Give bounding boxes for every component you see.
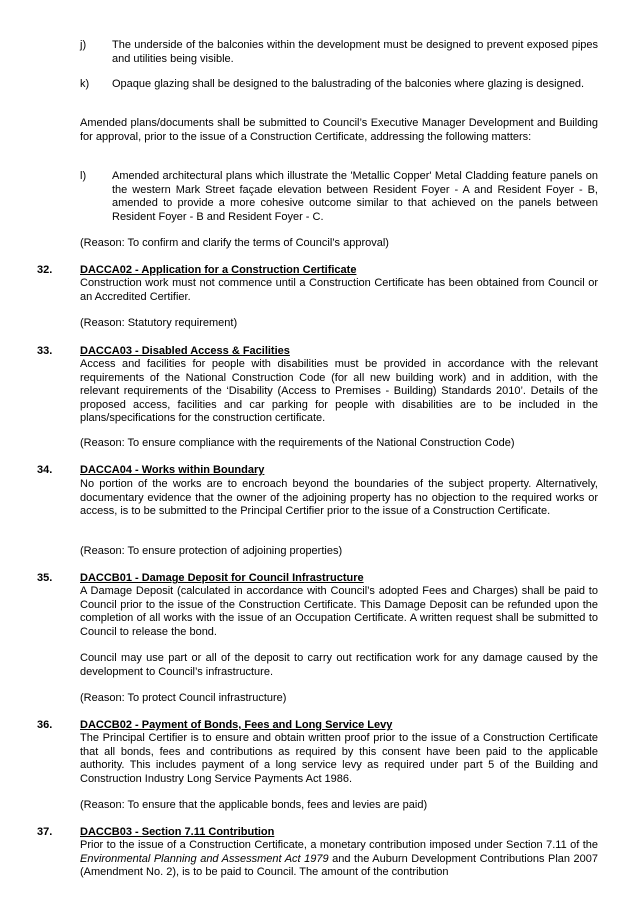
condition-body: No portion of the works are to encroach beyond the boundaries of the subject property. Alternatively, documentary evidence that the owner of the adjoining property has no objection to the required works or access, is to be submitted to the Principal Certifier prior to the issue of a Construction Certificate. xyxy=(80,478,598,517)
condition-title: DACCB02 - Payment of Bonds, Fees and Long Service Levy xyxy=(80,719,393,731)
amended-intro: Amended plans/documents shall be submitted to Council’s Executive Manager Development and Building for approval, prior to the issue of a Construction Certificate, addressing the following matters: xyxy=(80,117,598,143)
condition-number: 35. xyxy=(37,572,53,584)
condition-number: 32. xyxy=(37,264,53,276)
condition-body: Construction work must not commence until a Construction Certificate has been obtained from Council or an Accredited Certifier. xyxy=(80,277,598,303)
item-text: The underside of the balconies within the development must be designed to prevent exposed pipes and utilities being visible. xyxy=(112,39,598,65)
condition-title: DACCB01 - Damage Deposit for Council Infrastructure xyxy=(80,572,364,584)
act-title: Environmental Planning and Assessment Act 1979 xyxy=(80,852,329,865)
reason-text: (Reason: To confirm and clarify the terms of Council’s approval) xyxy=(80,237,389,249)
condition-title: DACCA02 - Application for a Construction Certificate xyxy=(80,264,357,276)
condition-number: 33. xyxy=(37,345,53,357)
condition-title: DACCA03 - Disabled Access & Facilities xyxy=(80,345,290,357)
condition-body: Access and facilities for people with disabilities must be provided in accordance with the relevant requirements of the National Construction Code (for all new building work) and in addition, with the relevant requirements of the ‘Disability (Access to Premises - Building) Standards 2010’. Details of the proposed access, facilities and car parking for people with disabilities are to be included in the plans/specifications for the construction certificate. xyxy=(80,358,598,424)
reason-text: (Reason: To ensure compliance with the requirements of the National Construction Code) xyxy=(80,437,515,449)
condition-body: The Principal Certifier is to ensure and obtain written proof prior to the issue of a Construction Certificate that all bonds, fees and contributions as required by this consent have been paid to the applicable authority. This includes payment of a long service levy as required under part 5 of the Building and Construction Industry Long Service Payments Act 1986. xyxy=(80,732,598,785)
reason-text: (Reason: To ensure protection of adjoining properties) xyxy=(80,545,343,557)
reason-text: (Reason: Statutory requirement) xyxy=(80,317,238,329)
condition-number: 36. xyxy=(37,719,53,731)
reason-text: (Reason: To protect Council infrastructure) xyxy=(80,692,287,704)
condition-title: DACCA04 - Works within Boundary xyxy=(80,464,265,476)
body-text-a: Prior to the issue of a Construction Certificate, a monetary contribution imposed under Section 7.11 of the xyxy=(80,839,598,851)
item-text: Amended architectural plans which illustrate the 'Metallic Copper' Metal Cladding feature panels on the western Mark Street façade elevation between Resident Foyer - A and Resident Foyer - B, amended to provide a more cohesive outcome similar to that achieved on the panels between Resident Foyer - B and Resident Foyer - C. xyxy=(112,170,598,223)
item-text: Opaque glazing shall be designed to the balustrading of the balconies where glazing is designed. xyxy=(112,78,585,90)
item-label: j) xyxy=(80,39,87,51)
condition-body: A Damage Deposit (calculated in accordance with Council’s adopted Fees and Charges) shall be paid to Council prior to the issue of the Construction Certificate. This Damage Deposit can be refunded upon the completion of all works with the issue of an Occupation Certificate. A written request shall be submitted to Council to release the bond. xyxy=(80,585,598,638)
item-label: l) xyxy=(80,170,87,182)
list-item-j xyxy=(80,39,598,66)
list-item-l xyxy=(80,170,598,224)
condition-number: 34. xyxy=(37,464,53,476)
condition-number: 37. xyxy=(37,826,53,838)
body-text-b: and the Auburn Development Contributions Plan 2007 (Amendment No. 2), is to be paid to Council. The amount of the contribution xyxy=(80,852,599,878)
condition-body-2: Council may use part or all of the deposit to carry out rectification work for any damage caused by the development to Council’s infrastructure. xyxy=(80,652,598,678)
condition-body xyxy=(80,839,598,880)
reason-text: (Reason: To ensure that the applicable bonds, fees and levies are paid) xyxy=(80,799,428,811)
item-label: k) xyxy=(80,78,90,90)
condition-title: DACCB03 - Section 7.11 Contribution xyxy=(80,826,275,838)
list-item-k xyxy=(80,78,598,92)
